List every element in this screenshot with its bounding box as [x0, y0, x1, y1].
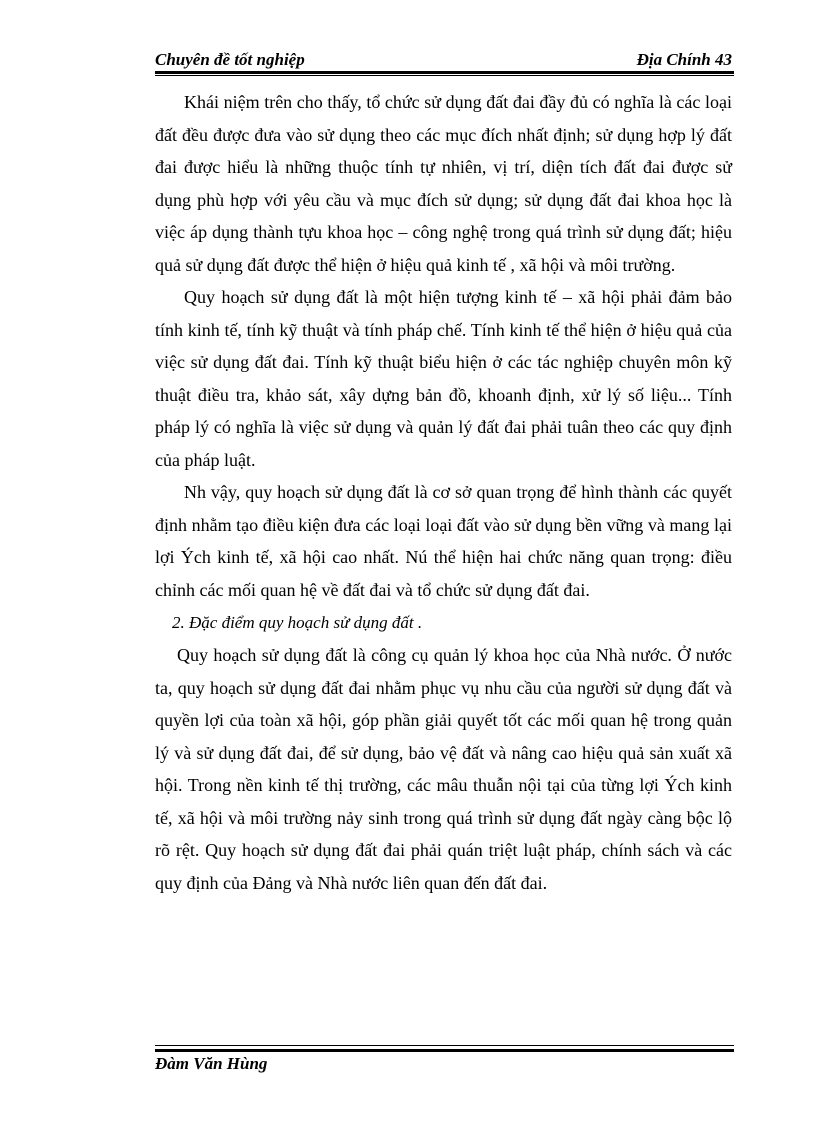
header-class-name: Địa Chính 43	[636, 50, 732, 69]
document-body	[155, 86, 732, 899]
header-document-type: Chuyên đề tốt nghiệp	[155, 50, 305, 69]
paragraph-1: Khái niệm trên cho thấy, tổ chức sử dụng đất đai đầy đủ có nghĩa là các loại đất đều được đưa vào sử dụng theo các mục đích nhất định; sử dụng hợp lý đất đai được hiểu là những thuộc tính tự nhiên, vị trí, diện tích đất đai được sử dụng phù hợp với yêu cầu và mục đích sử dụng; sử dụng đất đai khoa học là việc áp dụng thành tựu khoa học – công nghệ trong quá trình sử dụng đất; hiệu quả sử dụng đất được thể hiện ở hiệu quả kinh tế , xã hội và môi trường.	[155, 92, 732, 275]
page-header	[155, 48, 732, 72]
header-rule-thick	[155, 71, 734, 74]
paragraph-3: Nh vậy, quy hoạch sử dụng đất là cơ sở quan trọng để hình thành các quyết định nhằm tạo điều kiện đưa các loại loại đất vào sử dụng bền vững và mang lại lợi Ých kinh tế, xã hội cao nhất. Nú thể hiện hai chức năng quan trọng: điều chỉnh các mối quan hệ về đất đai và tổ chức sử dụng đất đai.	[155, 482, 732, 600]
paragraph-2: Quy hoạch sử dụng đất là một hiện tượng kinh tế – xã hội phải đảm bảo tính kinh tế, tính kỹ thuật và tính pháp chế. Tính kinh tế thể hiện ở hiệu quả của việc sử dụng đất đai. Tính kỹ thuật biểu hiện ở các tác nghiệp chuyên môn kỹ thuật điều tra, khảo sát, xây dựng bản đồ, khoanh định, xử lý số liệu... Tính pháp lý có nghĩa là việc sử dụng và quản lý đất đai phải tuân theo các quy định của pháp luật.	[155, 287, 732, 470]
header-rule-thin	[155, 75, 734, 76]
footer-rule-thin	[155, 1045, 734, 1046]
paragraph-4: Quy hoạch sử dụng đất là công cụ quản lý khoa học của Nhà nước. Ở nước ta, quy hoạch sử dụng đất đai nhằm phục vụ nhu cầu của người sử dụng đất và quyền lợi của toàn xã hội, góp phần giải quyết tốt các mối quan hệ trong quản lý và sử dụng đất đai, để sử dụng, bảo vệ đất và nâng cao hiệu quả sản xuất xã hội. Trong nền kinh tế thị trường, các mâu thuẫn nội tại của từng lợi Ých kinh tế, xã hội và môi trường nảy sinh trong quá trình sử dụng đất ngày càng bộc lộ rõ rệt. Quy hoạch sử dụng đất đai phải quán triệt luật pháp, chính sách và các quy định của Đảng và Nhà nước liên quan đến đất đai.	[155, 645, 732, 893]
section-heading: 2. Đặc điểm quy hoạch sử dụng đất .	[172, 613, 423, 632]
footer-author: Đàm Văn Hùng	[155, 1054, 268, 1073]
